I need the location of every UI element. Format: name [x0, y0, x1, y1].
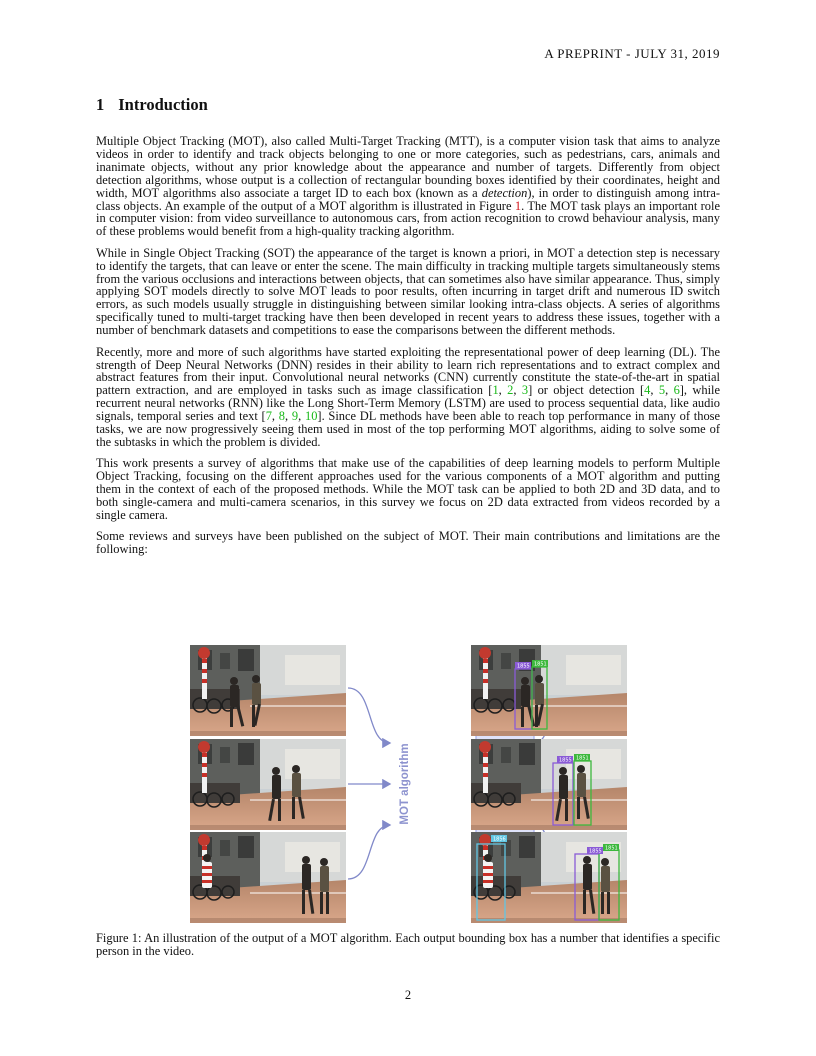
figure-ref-link[interactable]: 1	[514, 198, 522, 213]
output-frame-2	[471, 739, 627, 830]
text-run: ] or object detection [	[528, 383, 645, 398]
text-run: ]. Since DL methods have been able to reach top performance in many of those tasks, we are now progressively seeing them used in most of the top performing MOT algorithms, aiding to solve some of the subtasks in which the problem is divided.	[96, 409, 721, 449]
citation-link[interactable]: 5	[658, 383, 666, 398]
section-heading	[96, 95, 208, 115]
mot-algorithm-label: MOT algorithm	[399, 743, 411, 825]
section-number: 1	[96, 95, 105, 114]
header-date: - JULY 31, 2019	[622, 46, 720, 61]
citation-link[interactable]: 7	[265, 409, 272, 424]
bbox-id-label: 1856	[493, 836, 506, 843]
text-run: Multiple Object Tracking (MOT), also called Multi-Target Tracking (MTT), is a computer vision task that aims to analyze videos in order to identify and track objects belonging to one or more categories, such as pedestrians, cars, animals and inanimate objects, without any prior knowledge about the appearance and number of targets. Differently from object detection algorithms, whose output is a collection of rectangular bounding boxes identified by their coordinates, height and width, MOT algorithms also associate a target ID to each box (known as a	[96, 134, 720, 200]
running-header	[544, 46, 720, 62]
text-run: Recently, more and more of such algorithms have started exploiting the representational power of deep learning (DL). The strength of Deep Neural Networks (DNN) resides in their ability to learn rich representations and to extract complex and abstract features from their input. Convolutional neural networks (CNN) currently constitute the state-of-the-art in spatial pattern extraction, and are employed in tasks such as image classification [	[96, 344, 720, 398]
citation-link[interactable]: 8	[278, 409, 286, 424]
bbox-id-label: 1855	[589, 848, 602, 855]
bbox-id-label: 1851	[605, 845, 618, 852]
text-run: . The MOT task plays an important role in computer vision: from video surveillance to autonomous cars, from action recognition to crowd behaviour analysis, many of these problems would benefit from a high-quality tracking algorithm.	[96, 198, 720, 239]
emphasis: detection	[481, 185, 528, 200]
header-preprint: PREPRINT	[557, 46, 623, 61]
output-frame-1	[471, 645, 627, 736]
text-run: ), in order to distinguish among intra-class objects. An example of the output of a MOT algorithm is illustrated in Figure	[96, 185, 720, 213]
body-text	[96, 135, 720, 565]
arrow-in-1	[348, 688, 390, 743]
bbox-id-label: 1851	[534, 661, 547, 668]
figure-caption: Figure 1: An illustration of the output of a MOT algorithm. Each output bounding box has a number that identifies a specific person in the video.	[96, 931, 720, 958]
figure-1	[96, 643, 720, 925]
output-frame-3	[471, 832, 627, 923]
input-frame-1	[190, 645, 346, 736]
section-title: Introduction	[118, 95, 208, 114]
citation-link[interactable]: 9	[291, 409, 299, 424]
bbox-id-label: 1851	[576, 755, 589, 762]
input-frame-2	[190, 739, 346, 830]
citation-link[interactable]: 3	[521, 383, 529, 398]
bbox-id-label: 1855	[559, 757, 572, 764]
citation-link[interactable]: 10	[304, 409, 318, 424]
paragraph-3: Recently, more and more of such algorithms have started exploiting the representational power of deep learning (DL). The strength of Deep Neural Networks (DNN) resides in their ability to learn rich representations and to extract complex and abstract features from their input. Convolutional neural networks (CNN) currently constitute the state-of-the-art in spatial pattern extraction, and are employed in tasks such as image classification [1, 2, 3] or object detection [4, 5, 6], while recurrent neural networks (RNN) like the Long Short-Term Memory (LSTM) are used to process sequential data, like audio signals, temporal series and text [7, 8, 9, 10]. Since DL methods have been able to reach top performance in many of those tasks, we are now progressively seeing them used in most of the top performing MOT algorithms, aiding to solve some of the subtasks in which the problem is divided.	[96, 344, 721, 449]
paragraph-4: This work presents a survey of algorithms that make use of the capabilities of deep learning models to perform Multiple Object Tracking, focusing on the different approaches used for the various components of a MOT algorithm and putting them in the context of each of the proposed methods. While the MOT task can be applied to both 2D and 3D data, and to both single-camera and multi-camera scenarios, in this survey we focus on 2D data extracted from videos recorded by a single camera.	[96, 456, 720, 522]
citation-link[interactable]: 6	[673, 383, 680, 398]
arrow-in-3	[348, 825, 390, 879]
bbox-id-label: 1855	[517, 663, 530, 670]
citation-link[interactable]: 2	[507, 383, 514, 398]
paragraph-5: Some reviews and surveys have been published on the subject of MOT. Their main contributions and limitations are the following:	[96, 529, 720, 557]
header-prefix: A	[544, 46, 554, 61]
citation-link[interactable]: 4	[644, 383, 651, 398]
text-run: ], while recurrent neural networks (RNN) like the Long Short-Term Memory (LSTM) are used to process sequential data, like audio signals, temporal series and text [	[96, 383, 721, 424]
paragraph-1	[96, 135, 720, 238]
page-number: 2	[404, 988, 412, 1002]
paragraph-2: While in Single Object Tracking (SOT) the appearance of the target is known a priori, in MOT a detection step is necessary to identify the targets, that can leave or enter the scene. The main difficulty in tracking multiple targets simultaneously stems from the various occlusions and interactions between objects, that can sometimes also have similar appearance. Thus, simply applying SOT models directly to solve MOT leads to poor results, often incurring in target drift and numerous ID switch errors, as such models usually struggle in distinguishing between similar looking intra-class objects. A series of algorithms specifically tuned to multi-target tracking have then been developed in recent years to address these issues, together with a number of benchmark datasets and competitions to ease the comparisons between the different methods.	[96, 245, 720, 338]
input-frame-3	[190, 832, 346, 923]
citation-link[interactable]: 1	[492, 383, 499, 398]
